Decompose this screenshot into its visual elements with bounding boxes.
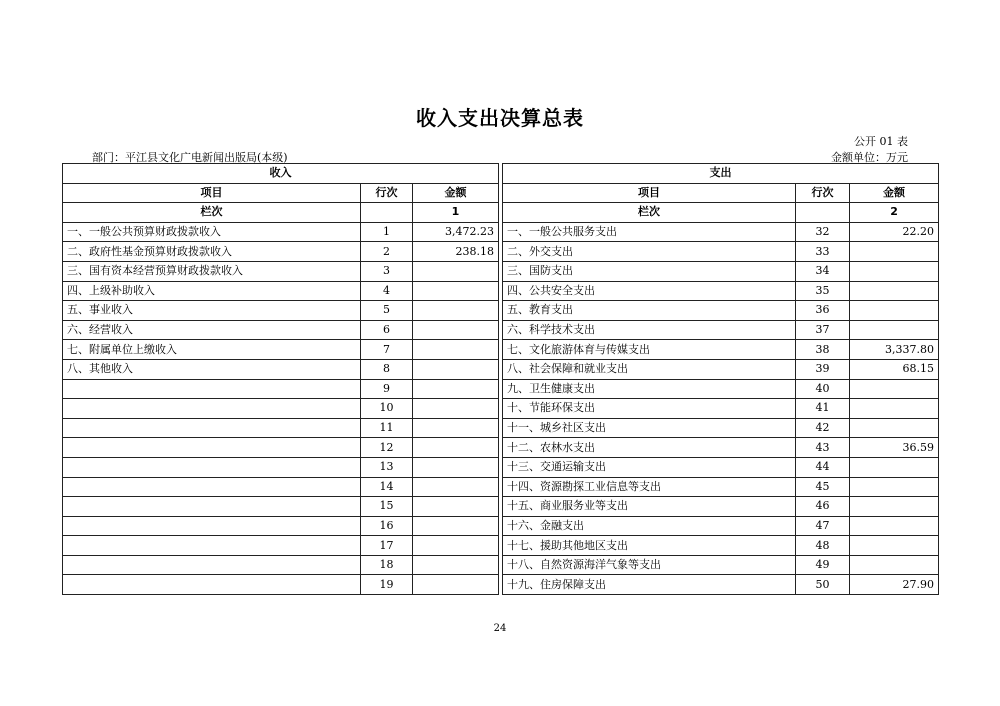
income-amount-cell	[413, 281, 499, 301]
income-row-no-cell: 11	[361, 418, 413, 438]
expense-item-cell: 十、节能环保支出	[503, 399, 796, 419]
expense-amount-cell: 3,337.80	[850, 340, 939, 360]
table-row	[63, 399, 939, 419]
expense-item-cell: 一、一般公共服务支出	[503, 222, 796, 242]
income-amount-cell	[413, 379, 499, 399]
income-amount-cell	[413, 418, 499, 438]
expense-row-no-cell: 36	[796, 301, 850, 321]
expense-row-no-header: 行次	[796, 183, 850, 203]
income-row-no-cell: 17	[361, 536, 413, 556]
income-amount-cell	[413, 320, 499, 340]
expense-row-no-cell: 39	[796, 359, 850, 379]
expense-item-cell: 十三、交通运输支出	[503, 457, 796, 477]
income-amount-cell	[413, 477, 499, 497]
income-column-label: 栏次	[63, 203, 361, 223]
table-row	[63, 477, 939, 497]
expense-amount-cell	[850, 536, 939, 556]
table-row	[63, 438, 939, 458]
expense-item-cell: 五、教育支出	[503, 301, 796, 321]
expense-item-cell: 十五、商业服务业等支出	[503, 497, 796, 517]
expense-amount-cell	[850, 379, 939, 399]
expense-amount-header: 金额	[850, 183, 939, 203]
table-row	[63, 516, 939, 536]
department-label: 部门：平江县文化广电新闻出版局(本级)	[92, 151, 288, 164]
income-item-cell	[63, 418, 361, 438]
income-item-cell: 五、事业收入	[63, 301, 361, 321]
expense-row-no-cell: 45	[796, 477, 850, 497]
expense-row-no-cell: 48	[796, 536, 850, 556]
expense-item-cell: 四、公共安全支出	[503, 281, 796, 301]
table-row	[63, 340, 939, 360]
expense-row-no-cell: 46	[796, 497, 850, 517]
income-item-cell: 八、其他收入	[63, 359, 361, 379]
table-row	[63, 575, 939, 595]
income-row-no-cell: 7	[361, 340, 413, 360]
table-row	[63, 379, 939, 399]
table-row	[63, 320, 939, 340]
income-item-cell: 一、一般公共预算财政拨款收入	[63, 222, 361, 242]
income-row-no-cell: 3	[361, 261, 413, 281]
income-row-no-cell: 12	[361, 438, 413, 458]
income-amount-cell	[413, 301, 499, 321]
expense-amount-cell	[850, 457, 939, 477]
income-item-cell	[63, 399, 361, 419]
income-expense-table	[62, 163, 939, 595]
expense-item-cell: 十六、金融支出	[503, 516, 796, 536]
expense-amount-cell	[850, 261, 939, 281]
expense-column-label: 栏次	[503, 203, 796, 223]
table-code: 公开 01 表	[854, 135, 908, 148]
income-row-no-header: 行次	[361, 183, 413, 203]
table-row	[63, 555, 939, 575]
income-item-cell	[63, 379, 361, 399]
income-amount-cell: 3,472.23	[413, 222, 499, 242]
income-row-no-cell: 1	[361, 222, 413, 242]
expense-row-no-cell: 38	[796, 340, 850, 360]
income-row-no-cell: 13	[361, 457, 413, 477]
table-row	[63, 497, 939, 517]
expense-amount-cell	[850, 418, 939, 438]
column-header-row	[63, 183, 939, 203]
income-row-no-cell: 4	[361, 281, 413, 301]
income-section-header: 收入	[63, 164, 499, 184]
income-item-cell	[63, 497, 361, 517]
income-row-no-cell: 16	[361, 516, 413, 536]
expense-row-no-cell: 34	[796, 261, 850, 281]
expense-item-cell: 十二、农林水支出	[503, 438, 796, 458]
income-amount-cell	[413, 359, 499, 379]
expense-item-cell: 八、社会保障和就业支出	[503, 359, 796, 379]
income-amount-cell	[413, 555, 499, 575]
expense-amount-cell	[850, 516, 939, 536]
income-item-header: 项目	[63, 183, 361, 203]
table-row	[63, 242, 939, 262]
income-item-cell	[63, 516, 361, 536]
table-row	[63, 261, 939, 281]
income-row-no-cell: 18	[361, 555, 413, 575]
page-number: 24	[493, 623, 507, 634]
expense-amount-cell	[850, 320, 939, 340]
income-item-cell: 三、国有资本经营预算财政拨款收入	[63, 261, 361, 281]
section-header-row	[63, 164, 939, 184]
table-row	[63, 536, 939, 556]
income-amount-cell	[413, 438, 499, 458]
income-amount-header: 金额	[413, 183, 499, 203]
expense-row-no-cell: 37	[796, 320, 850, 340]
income-item-cell	[63, 575, 361, 595]
income-row-no-cell: 15	[361, 497, 413, 517]
expense-item-cell: 九、卫生健康支出	[503, 379, 796, 399]
expense-amount-cell: 27.90	[850, 575, 939, 595]
table-row	[63, 222, 939, 242]
income-amount-cell	[413, 575, 499, 595]
table-row	[63, 359, 939, 379]
expense-row-no-cell: 44	[796, 457, 850, 477]
expense-amount-cell	[850, 555, 939, 575]
expense-item-cell: 三、国防支出	[503, 261, 796, 281]
table-row	[63, 418, 939, 438]
expense-section-header: 支出	[503, 164, 939, 184]
income-item-cell	[63, 555, 361, 575]
expense-row-no-cell: 42	[796, 418, 850, 438]
table-row	[63, 457, 939, 477]
amount-unit-label: 金额单位：万元	[831, 151, 908, 164]
income-amount-cell	[413, 261, 499, 281]
table-row	[63, 301, 939, 321]
page-title: 收入支出决算总表	[416, 106, 584, 130]
expense-item-cell: 十一、城乡社区支出	[503, 418, 796, 438]
expense-amount-cell	[850, 497, 939, 517]
expense-amount-cell: 68.15	[850, 359, 939, 379]
income-row-no-cell: 5	[361, 301, 413, 321]
expense-item-cell: 十九、住房保障支出	[503, 575, 796, 595]
expense-item-cell: 六、科学技术支出	[503, 320, 796, 340]
income-item-cell: 六、经营收入	[63, 320, 361, 340]
expense-row-no-cell: 40	[796, 379, 850, 399]
expense-item-cell: 七、文化旅游体育与传媒支出	[503, 340, 796, 360]
expense-row-no-cell: 43	[796, 438, 850, 458]
expense-amount-cell: 36.59	[850, 438, 939, 458]
expense-row-no-cell: 49	[796, 555, 850, 575]
expense-amount-cell	[850, 281, 939, 301]
income-amount-cell	[413, 536, 499, 556]
expense-amount-cell	[850, 399, 939, 419]
expense-amount-cell	[850, 242, 939, 262]
income-item-cell: 七、附属单位上缴收入	[63, 340, 361, 360]
table-row	[63, 281, 939, 301]
income-item-cell: 二、政府性基金预算财政拨款收入	[63, 242, 361, 262]
income-item-cell	[63, 477, 361, 497]
expense-row-no-cell: 33	[796, 242, 850, 262]
expense-row-no-cell: 47	[796, 516, 850, 536]
expense-item-cell: 十四、资源勘探工业信息等支出	[503, 477, 796, 497]
income-amount-cell	[413, 340, 499, 360]
income-row-no-cell: 6	[361, 320, 413, 340]
income-row-no-cell: 10	[361, 399, 413, 419]
income-column-number: 1	[413, 203, 499, 223]
income-row-no-cell: 19	[361, 575, 413, 595]
income-item-cell	[63, 536, 361, 556]
expense-item-header: 项目	[503, 183, 796, 203]
income-amount-cell	[413, 516, 499, 536]
income-item-cell	[63, 438, 361, 458]
income-amount-cell	[413, 399, 499, 419]
expense-row-no-cell: 41	[796, 399, 850, 419]
expense-item-cell: 十八、自然资源海洋气象等支出	[503, 555, 796, 575]
income-item-cell	[63, 457, 361, 477]
expense-row-no-cell: 32	[796, 222, 850, 242]
column-number-row	[63, 203, 939, 223]
expense-amount-cell	[850, 477, 939, 497]
income-amount-cell	[413, 457, 499, 477]
income-item-cell: 四、上级补助收入	[63, 281, 361, 301]
expense-row-no-cell: 35	[796, 281, 850, 301]
income-row-no-cell: 8	[361, 359, 413, 379]
income-amount-cell	[413, 497, 499, 517]
expense-item-cell: 十七、援助其他地区支出	[503, 536, 796, 556]
income-row-no-cell: 2	[361, 242, 413, 262]
income-row-no-cell: 14	[361, 477, 413, 497]
expense-amount-cell: 22.20	[850, 222, 939, 242]
expense-row-no-cell: 50	[796, 575, 850, 595]
expense-column-number: 2	[850, 203, 939, 223]
income-amount-cell: 238.18	[413, 242, 499, 262]
expense-item-cell: 二、外交支出	[503, 242, 796, 262]
expense-amount-cell	[850, 301, 939, 321]
income-row-no-cell: 9	[361, 379, 413, 399]
